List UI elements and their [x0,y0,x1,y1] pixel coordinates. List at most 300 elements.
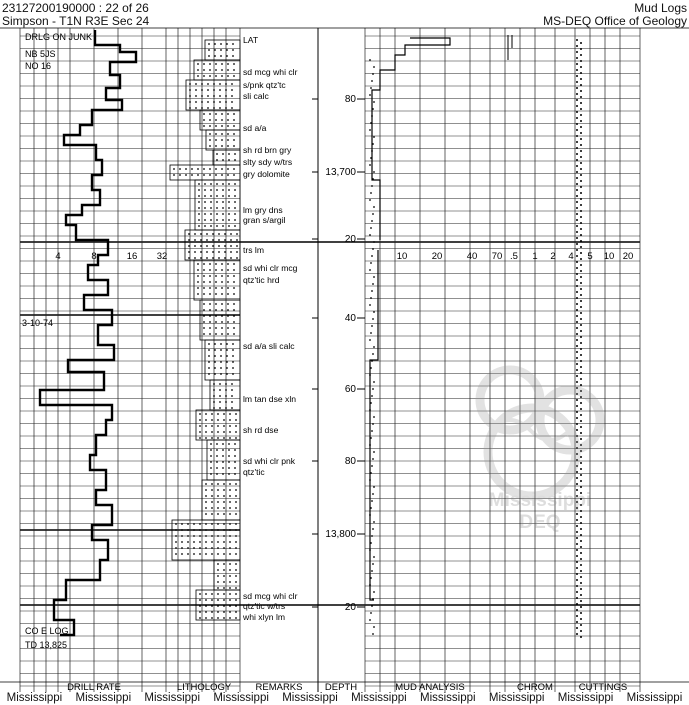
drill-rate-scale-label: 16 [126,251,138,262]
mud-dot [371,570,373,572]
sand-dot [222,207,224,209]
footer-word: Mississippi [351,692,407,704]
cuttings-dot [576,243,578,245]
well-location: Simpson - T1N R3E Sec 24 [2,14,150,28]
sand-dot [233,119,235,121]
depth-label: 80 [344,456,356,467]
sand-dot [222,153,224,155]
mud-dot [371,500,373,502]
cuttings-dot [576,339,578,341]
sand-dot [198,219,200,221]
cuttings-dot [576,189,578,191]
sand-dot [194,233,196,235]
sand-dot [223,553,225,555]
cuttings-dot [580,516,582,518]
sand-dot [233,113,235,115]
sand-dot [203,69,205,71]
remark-text: gran s/argil [243,215,286,225]
sand-dot [197,63,199,65]
sand-dot [201,95,203,97]
cuttings-curve [576,39,582,638]
cuttings-dot [580,432,582,434]
sand-dot [197,275,199,277]
sand-dot [234,225,236,227]
sand-dot [203,315,205,317]
sand-dot [229,535,231,537]
cuttings-dot [580,156,582,158]
sand-dot [223,611,225,613]
sand-dot [227,145,229,147]
top-note: DRLG ON JUNK [25,32,93,42]
sand-dot [214,373,216,375]
sand-dot [233,263,235,265]
sand-dot [207,107,209,109]
sand-dot [223,563,225,565]
cuttings-dot [576,555,578,557]
sand-dot [234,213,236,215]
sand-dot [204,189,206,191]
sand-dot [215,321,217,323]
mud-dot [371,80,373,82]
remark-text: qtz'tic [243,467,265,477]
footer-word: Mississippi [282,692,338,704]
sand-dot [217,553,219,555]
sand-dot [223,431,225,433]
sand-dot [215,293,217,295]
cuttings-dot [576,267,578,269]
sand-dot [210,473,212,475]
drill-rate-curve [40,30,136,635]
sand-dot [217,419,219,421]
cuttings-dot [576,375,578,377]
mud-dot [373,276,375,278]
remark-text: s/pnk qtz'tc [243,80,286,90]
mud-dot [369,444,371,446]
sand-dot [235,575,237,577]
sand-dot [219,383,221,385]
sand-dot [211,489,213,491]
sand-dot [213,95,215,97]
mud-dot [373,451,375,453]
sand-dot [195,107,197,109]
sand-dot [197,174,199,176]
cuttings-dot [580,468,582,470]
cuttings-dot [576,135,578,137]
cuttings-dot [576,345,578,347]
sand-dot [217,581,219,583]
sand-dot [213,101,215,103]
sand-dot [234,461,236,463]
sand-dot [205,437,207,439]
sand-dot [200,245,202,247]
sand-dot [204,207,206,209]
cuttings-dot [580,522,582,524]
sand-dot [216,213,218,215]
sand-dot [219,407,221,409]
mud-dot [369,619,371,621]
sand-dot [210,189,212,191]
sand-dot [228,207,230,209]
cuttings-dot [580,312,582,314]
sand-dot [228,201,230,203]
cuttings-dot [580,624,582,626]
mud-dot [369,514,371,516]
sand-dot [211,413,213,415]
sand-dot [216,461,218,463]
cuttings-dot [576,225,578,227]
sand-dot [215,145,217,147]
sand-dot [223,617,225,619]
sand-dot [201,83,203,85]
sand-dot [235,483,237,485]
mud-dot [373,346,375,348]
sand-dot [210,449,212,451]
cuttings-dot [576,207,578,209]
sand-dot [203,63,205,65]
mud-dot [370,612,372,614]
sand-dot [233,327,235,329]
sand-dot [203,293,205,295]
sand-dot [217,437,219,439]
sand-dot [193,523,195,525]
sand-dot [187,541,189,543]
sand-dot [210,461,212,463]
sand-dot [227,125,229,127]
cuttings-dot [576,321,578,323]
sand-dot [181,535,183,537]
sand-dot [204,183,206,185]
sand-dot [199,593,201,595]
sand-dot [209,333,211,335]
cuttings-dot [576,405,578,407]
cuttings-dot [580,204,582,206]
sand-dot [228,195,230,197]
cuttings-dot [576,543,578,545]
sand-dot [199,617,201,619]
sand-dot [222,219,224,221]
cuttings-dot [576,561,578,563]
sand-dot [223,587,225,589]
sand-dot [221,293,223,295]
cuttings-dot [580,168,582,170]
footer-word: Mississippi [75,692,132,704]
sand-dot [204,195,206,197]
end-note: CO E LOG [25,626,69,636]
cuttings-dot [580,234,582,236]
sand-dot [216,443,218,445]
sand-dot [210,443,212,445]
sand-dot [197,293,199,295]
sand-dot [210,207,212,209]
sand-dot [215,333,217,335]
sand-dot [217,529,219,531]
sand-dot [197,287,199,289]
sand-dot [221,139,223,141]
cuttings-dot [576,597,578,599]
sand-dot [203,125,205,127]
sand-dot [230,233,232,235]
lithology-interval [213,150,240,165]
mud-dot [372,423,374,425]
sand-dot [209,174,211,176]
sand-dot [203,303,205,305]
sand-dot [228,225,230,227]
sand-dot [221,119,223,121]
sand-dot [227,269,229,271]
sand-dot [222,189,224,191]
sand-dot [199,535,201,537]
sand-dot [187,553,189,555]
sand-dot [235,569,237,571]
sand-dot [232,55,234,57]
sand-dot [222,467,224,469]
sand-dot [227,133,229,135]
remark-text: lm tan dse xln [243,394,297,404]
sand-dot [195,89,197,91]
end-note: TD 13,825 [25,640,68,650]
sand-dot [234,201,236,203]
cuttings-dot [576,201,578,203]
mud-dot [370,227,372,229]
sand-dot [203,263,205,265]
sand-dot [215,174,217,176]
cuttings-dot [580,66,582,68]
sand-dot [226,343,228,345]
sand-dot [213,401,215,403]
cuttings-dot [576,483,578,485]
cuttings-dot [576,57,578,59]
sand-dot [203,309,205,311]
mud-dot [370,367,372,369]
sand-dot [210,201,212,203]
sand-dot [225,407,227,409]
cuttings-dot [580,570,582,572]
sand-dot [236,257,238,259]
mud-dot [372,283,374,285]
sand-dot [226,55,228,57]
sand-dot [233,133,235,135]
remark-text: sh rd dse [243,425,279,435]
sand-dot [211,553,213,555]
sand-dot [228,189,230,191]
cuttings-dot [580,84,582,86]
mud-dot [369,234,371,236]
sand-dot [213,395,215,397]
sand-dot [199,425,201,427]
sand-dot [236,251,238,253]
sand-dot [209,69,211,71]
sand-dot [231,83,233,85]
cuttings-dot [580,588,582,590]
remark-text: slty sdy w/trs [243,157,293,167]
lithology-interval [205,40,240,60]
sand-dot [229,553,231,555]
sand-dot [185,168,187,170]
sand-dot [227,263,229,265]
cuttings-dot [580,114,582,116]
sand-dot [229,529,231,531]
column-header: REMARKS [255,682,303,693]
mud-gas-curve [370,250,378,600]
sand-dot [216,225,218,227]
sand-dot [209,75,211,77]
sand-dot [197,69,199,71]
mud-dot [373,556,375,558]
sand-dot [221,63,223,65]
depth-label: 20 [344,234,356,245]
cuttings-dot [580,618,582,620]
footer-word: Mississippi [488,692,545,704]
sand-dot [213,383,215,385]
sand-dot [226,373,228,375]
sand-dot [199,541,201,543]
sand-dot [211,501,213,503]
sand-dot [175,541,177,543]
cuttings-dot [576,285,578,287]
sand-dot [216,207,218,209]
sand-dot [225,107,227,109]
sand-dot [208,367,210,369]
sand-dot [188,245,190,247]
cuttings-dot [580,60,582,62]
cuttings-dot [576,549,578,551]
cuttings-dot [576,99,578,101]
sand-dot [236,233,238,235]
sand-dot [234,159,236,161]
cuttings-dot [580,426,582,428]
cuttings-dot [576,525,578,527]
sand-dot [228,473,230,475]
sand-dot [194,251,196,253]
sand-dot [215,75,217,77]
sand-dot [212,257,214,259]
mud-dot [371,430,373,432]
sand-dot [187,547,189,549]
footer-word: Mississippi [6,692,63,704]
mud-dot [370,437,372,439]
cuttings-dot [580,252,582,254]
cuttings-dot [580,420,582,422]
mud-analysis-curves [369,35,512,635]
sand-dot [215,168,217,170]
cuttings-dot [576,309,578,311]
mud-dot [373,136,375,138]
sand-dot [216,159,218,161]
sand-dot [228,467,230,469]
sand-dot [209,145,211,147]
sand-dot [195,101,197,103]
sand-dot [215,113,217,115]
sand-dot [219,95,221,97]
sand-dot [199,437,201,439]
sand-dot [235,553,237,555]
cuttings-dot [580,270,582,272]
sand-dot [203,327,205,329]
sand-dot [211,541,213,543]
sand-dot [222,213,224,215]
sand-dot [198,195,200,197]
sand-dot [233,69,235,71]
drill-rate-scale-label: 4 [55,251,61,262]
cuttings-dot [576,81,578,83]
sand-dot [231,89,233,91]
sand-dot [229,541,231,543]
sand-dot [231,401,233,403]
sand-dot [232,349,234,351]
depth-label: 20 [344,602,356,613]
cuttings-scale-label: 5 [587,251,593,262]
mud-dot [372,248,374,250]
cuttings-dot [580,90,582,92]
sand-dot [203,113,205,115]
sand-dot [233,333,235,335]
sand-dot [198,189,200,191]
sand-dot [204,201,206,203]
sand-dot [223,529,225,531]
sand-dot [221,113,223,115]
sand-dot [230,239,232,241]
sand-dot [211,605,213,607]
mud-dot [369,549,371,551]
cuttings-dot [580,366,582,368]
cuttings-dot [580,306,582,308]
sand-dot [214,43,216,45]
cuttings-dot [580,534,582,536]
sand-dot [214,361,216,363]
cuttings-dot [580,612,582,614]
mud-dot [369,304,371,306]
sand-dot [203,75,205,77]
sand-dot [235,513,237,515]
sand-dot [211,593,213,595]
sand-dot [227,309,229,311]
cuttings-dot [580,264,582,266]
sand-dot [232,49,234,51]
remark-text: sh rd brn gry [243,145,292,155]
sand-dot [175,547,177,549]
cuttings-dot [576,87,578,89]
sand-dot [234,153,236,155]
mud-dot [370,122,372,124]
cuttings-dot [580,180,582,182]
cuttings-dot [580,186,582,188]
cuttings-dot [576,69,578,71]
sand-dot [233,174,235,176]
mud-dot [373,66,375,68]
sand-dot [227,174,229,176]
mud-dot [371,255,373,257]
sand-dot [229,507,231,509]
sand-dot [235,529,237,531]
sand-dot [227,327,229,329]
cuttings-dot [576,297,578,299]
mud-dot [370,577,372,579]
sand-dot [215,309,217,311]
cuttings-dot [576,411,578,413]
sand-dot [216,219,218,221]
sand-dot [203,269,205,271]
sand-dot [215,269,217,271]
column-header: CHROM [517,682,553,693]
sand-dot [226,367,228,369]
sand-dot [209,263,211,265]
sand-dot [205,425,207,427]
cuttings-dot [580,108,582,110]
cuttings-scale-label: 10 [603,251,615,262]
mud-dot [370,542,372,544]
sand-dot [225,89,227,91]
sand-dot [187,529,189,531]
